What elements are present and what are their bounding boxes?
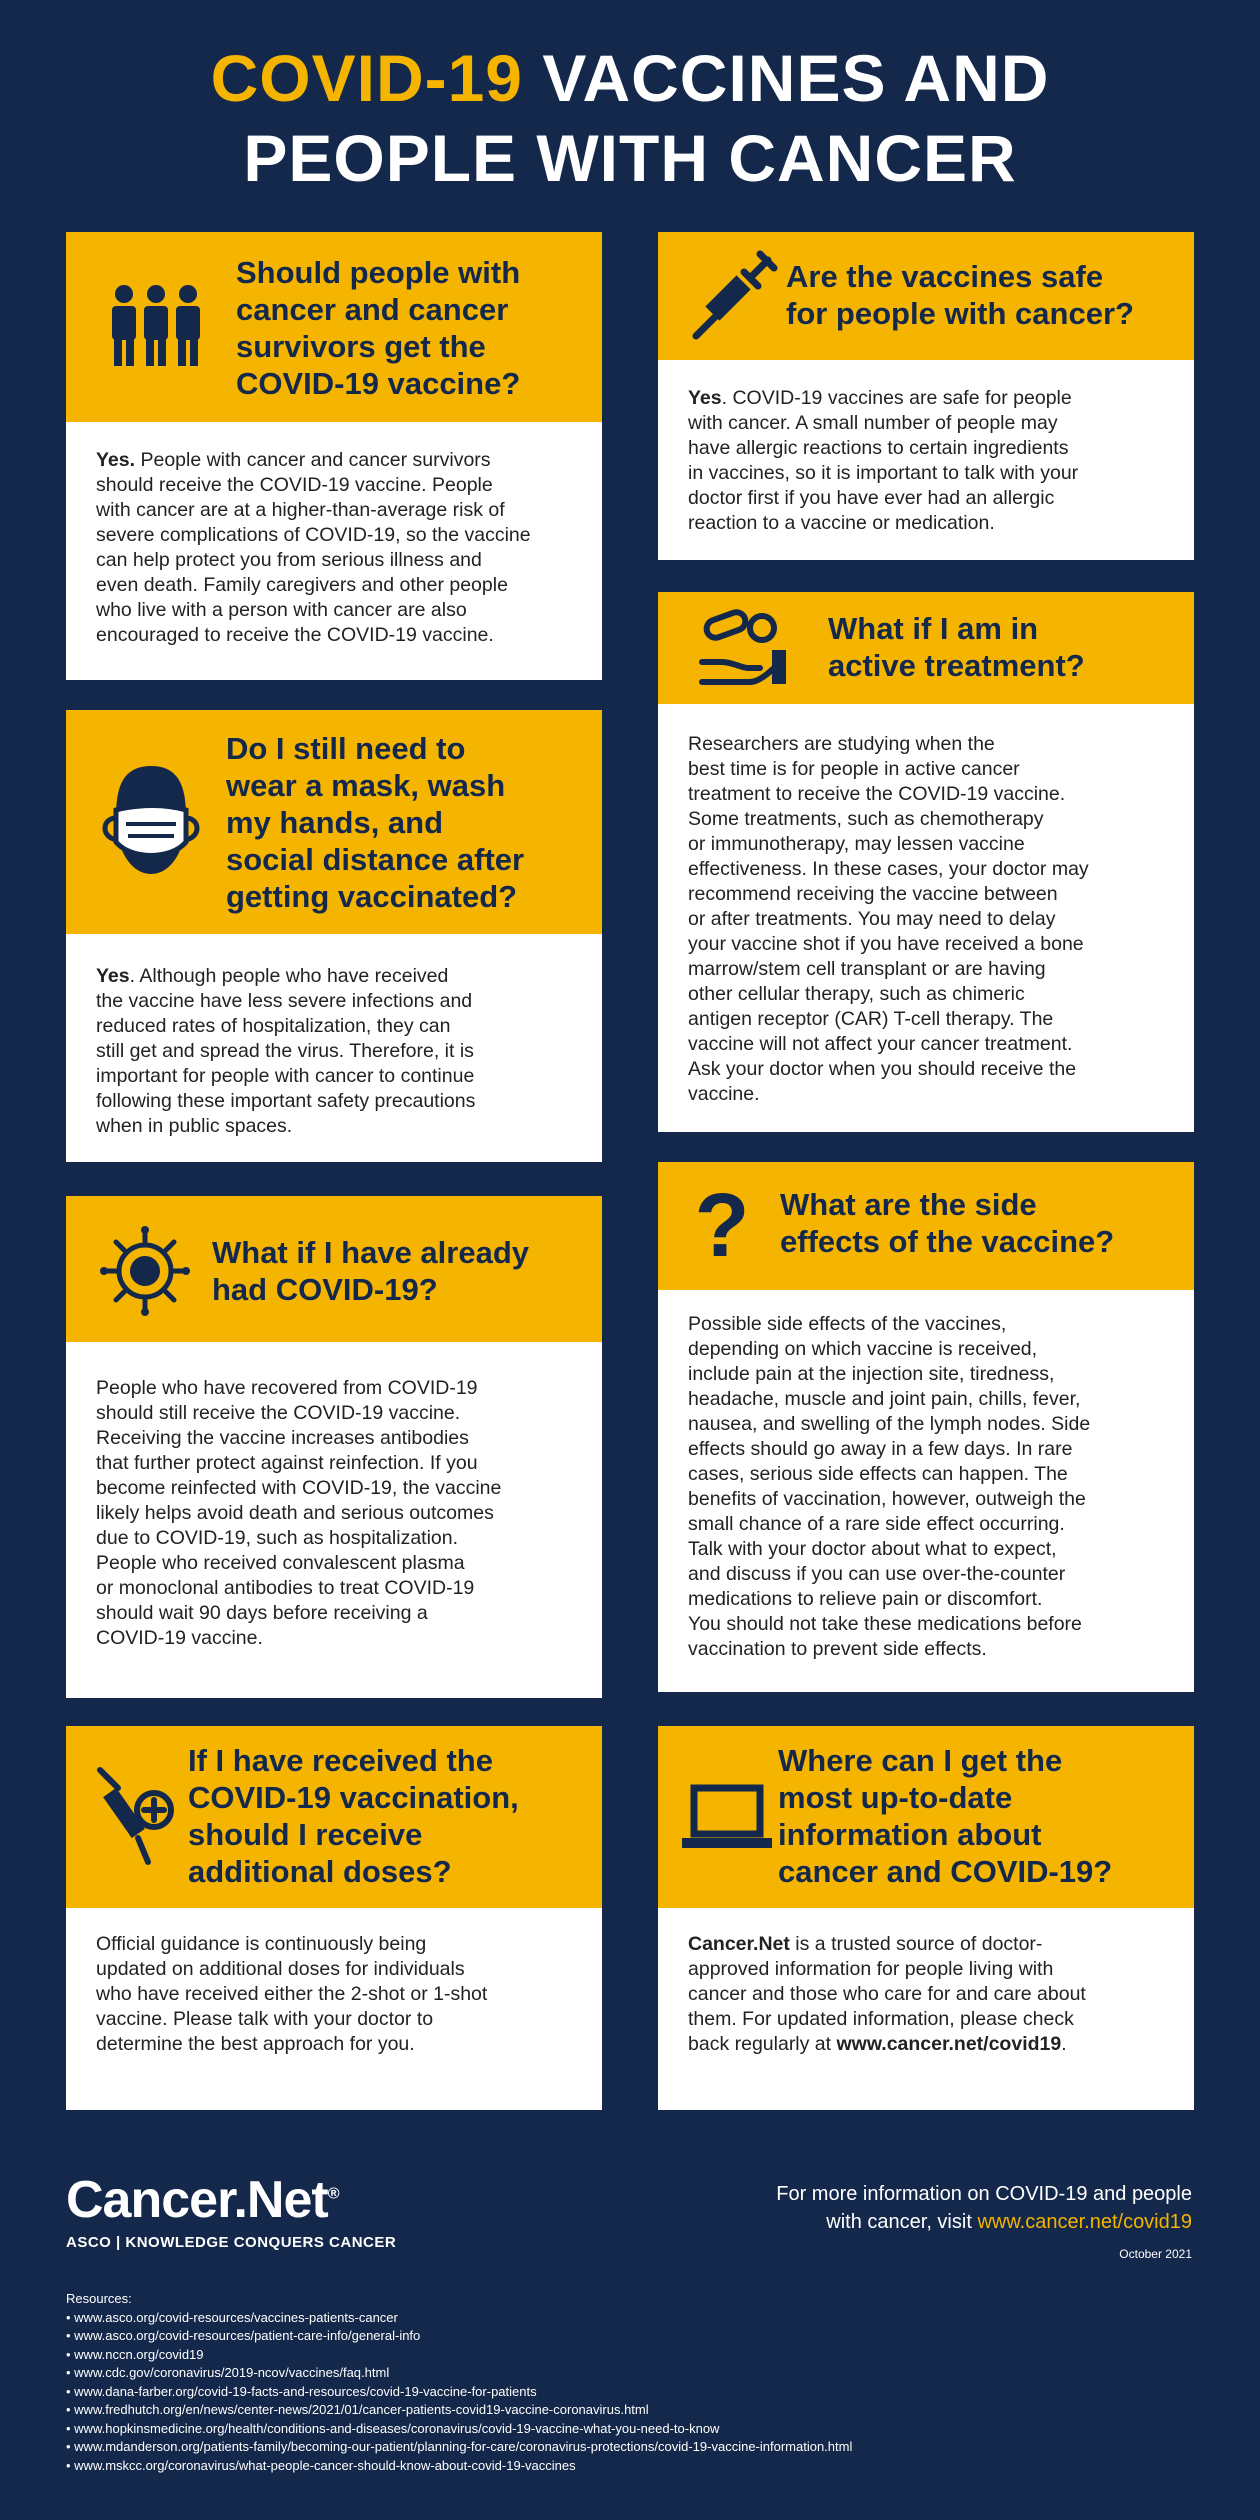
question-line: Should people with xyxy=(236,255,521,290)
answer-line: Some treatments, such as chemotherapy xyxy=(688,808,1044,830)
answer-line: important for people with cancer to continue xyxy=(96,1065,475,1087)
answer-end: . xyxy=(1061,2033,1067,2055)
question-line: effects of the vaccine? xyxy=(780,1224,1115,1259)
answer-line: cancer and those who care for and care about xyxy=(688,1983,1086,2005)
answer-line: them. For updated information, please check xyxy=(688,2008,1074,2030)
answer-line: your vaccine shot if you have received a bone xyxy=(688,933,1084,955)
answer-line: who have received either the 2-shot or 1-shot xyxy=(96,1983,488,2005)
card-side-effects xyxy=(658,1162,1194,1692)
question-line: had COVID-19? xyxy=(212,1272,438,1307)
answer-line: People who have recovered from COVID-19 xyxy=(96,1377,478,1399)
card-header xyxy=(66,710,602,934)
answer-line: who live with a person with cancer are also xyxy=(96,599,467,621)
logo-tagline: ASCO | KNOWLEDGE CONQUERS CANCER xyxy=(66,2234,397,2251)
face-mask-icon xyxy=(96,760,206,880)
question-line: Do I still need to xyxy=(226,731,466,766)
question-line: cancer and cancer xyxy=(236,292,509,327)
resource-link[interactable]: • www.asco.org/covid-resources/vaccines-patients-cancer xyxy=(66,2309,852,2328)
answer-line: Official guidance is continuously being xyxy=(96,1933,427,1955)
resources-list xyxy=(66,2290,852,2475)
more-info-line: For more information on COVID-19 and people xyxy=(776,2183,1192,2205)
more-info-link[interactable]: www.cancer.net/covid19 xyxy=(977,2211,1192,2233)
logo-registered-mark: ® xyxy=(327,2185,339,2203)
answer-line: in vaccines, so it is important to talk with your xyxy=(688,462,1079,484)
title-line2: PEOPLE WITH CANCER xyxy=(243,121,1017,195)
answer-line: when in public spaces. xyxy=(96,1115,293,1137)
question-line: information about xyxy=(778,1817,1042,1852)
answer-line: benefits of vaccination, however, outweigh the xyxy=(688,1488,1086,1510)
card-header xyxy=(66,232,602,422)
answer-line: COVID-19 vaccine. xyxy=(96,1627,263,1649)
answer-line: back regularly at xyxy=(688,2033,837,2055)
card-body xyxy=(658,704,1194,1132)
answer-line: other cellular therapy, such as chimeric xyxy=(688,983,1025,1005)
answer-line: antigen receptor (CAR) T-cell therapy. The xyxy=(688,1008,1054,1030)
question-line: If I have received the xyxy=(188,1743,493,1778)
answer-line: You should not take these medications before xyxy=(688,1613,1082,1635)
more-info-line: with cancer, visit xyxy=(826,2211,978,2233)
answer-bold: Cancer.Net xyxy=(688,1933,790,1955)
answer-line: treatment to receive the COVID-19 vaccine. xyxy=(688,783,1066,805)
answer-line: determine the best approach for you. xyxy=(96,2033,415,2055)
resources-label: Resources: xyxy=(66,2291,132,2306)
question-line: for people with cancer? xyxy=(786,296,1134,331)
resource-link[interactable]: • www.dana-farber.org/covid-19-facts-and-resources/covid-19-vaccine-for-patients xyxy=(66,2383,852,2402)
answer-line: approved information for people living with xyxy=(688,1958,1054,1980)
answer-line: should still receive the COVID-19 vaccine. xyxy=(96,1402,461,1424)
syringe-plus-icon xyxy=(96,1766,176,1866)
answer-line: following these important safety precautions xyxy=(96,1090,476,1112)
card-header xyxy=(66,1196,602,1342)
people-group-icon xyxy=(106,280,206,370)
page-title xyxy=(0,38,1260,198)
answer-line: reduced rates of hospitalization, they can xyxy=(96,1015,451,1037)
card-header xyxy=(658,1726,1194,1908)
answer-line: depending on which vaccine is received, xyxy=(688,1338,1038,1360)
more-info-text xyxy=(672,2180,1192,2236)
question-line: COVID-19 vaccination, xyxy=(188,1780,519,1815)
card-active-treatment xyxy=(658,592,1194,1132)
answer-line: People with cancer and cancer survivors xyxy=(140,449,491,471)
card-had-covid xyxy=(66,1196,602,1698)
answer-line: Ask your doctor when you should receive the xyxy=(688,1058,1077,1080)
answer-line: can help protect you from serious illness and xyxy=(96,549,482,571)
question-line: my hands, and xyxy=(226,805,444,840)
logo-name: Cancer.Net xyxy=(66,2171,328,2229)
answer-line: have allergic reactions to certain ingredients xyxy=(688,437,1069,459)
answer-line: the vaccine have less severe infections and xyxy=(96,990,473,1012)
answer-line: medications to relieve pain or discomfort. xyxy=(688,1588,1043,1610)
question-line: getting vaccinated? xyxy=(226,879,518,914)
question-line: What if I am in xyxy=(828,611,1039,646)
question-line: Are the vaccines safe xyxy=(786,259,1104,294)
title-highlight: COVID-19 xyxy=(210,41,524,115)
answer-line: vaccine will not affect your cancer treatment. xyxy=(688,1033,1073,1055)
card-header xyxy=(658,592,1194,704)
resource-link[interactable]: • www.asco.org/covid-resources/patient-care-info/general-info xyxy=(66,2327,852,2346)
answer-line: even death. Family caregivers and other people xyxy=(96,574,508,596)
card-body xyxy=(658,1908,1194,2110)
card-additional-doses xyxy=(66,1726,602,2110)
answer-bold: Yes xyxy=(96,965,130,987)
resource-link[interactable]: • www.hopkinsmedicine.org/health/conditions-and-diseases/coronavirus/covid-19-vaccine-what-you-need-to-know xyxy=(66,2420,852,2439)
answer-line: Receiving the vaccine increases antibodies xyxy=(96,1427,469,1449)
answer-line: or monoclonal antibodies to treat COVID-19 xyxy=(96,1577,475,1599)
answer-line: still get and spread the virus. Therefore, it is xyxy=(96,1040,474,1062)
card-where-info xyxy=(658,1726,1194,2110)
resource-link[interactable]: • www.nccn.org/covid19 xyxy=(66,2346,852,2365)
answer-line: with cancer. A small number of people may xyxy=(688,412,1058,434)
answer-line: small chance of a rare side effect occurring. xyxy=(688,1513,1065,1535)
question-line: Where can I get the xyxy=(778,1743,1063,1778)
card-vaccines-safe xyxy=(658,232,1194,560)
card-header xyxy=(658,1162,1194,1290)
answer-bold: Yes xyxy=(688,387,722,409)
answer-line: should receive the COVID-19 vaccine. People xyxy=(96,474,493,496)
answer-line: that further protect against reinfection. If you xyxy=(96,1452,478,1474)
question-line: What are the side xyxy=(780,1187,1037,1222)
resource-link[interactable]: • www.mdanderson.org/patients-family/becoming-our-patient/planning-for-care/coronavirus-protections/covid-19-vaccine-information.html xyxy=(66,2438,852,2457)
answer-line: and discuss if you can use over-the-counter xyxy=(688,1563,1066,1585)
card-should-get-vaccine xyxy=(66,232,602,680)
laptop-icon xyxy=(680,1782,774,1852)
answer-line: updated on additional doses for individuals xyxy=(96,1958,465,1980)
card-body xyxy=(66,422,602,680)
answer-line: effects should go away in a few days. In rare xyxy=(688,1438,1073,1460)
answer-line: Talk with your doctor about what to expect, xyxy=(688,1538,1057,1560)
card-body xyxy=(66,1342,602,1698)
answer-line: vaccine. Please talk with your doctor to xyxy=(96,2008,434,2030)
answer-line: reaction to a vaccine or medication. xyxy=(688,512,995,534)
answer-line: cases, serious side effects can happen. The xyxy=(688,1463,1068,1485)
answer-line: or immunotherapy, may lessen vaccine xyxy=(688,833,1025,855)
answer-line: Researchers are studying when the xyxy=(688,733,995,755)
answer-line: vaccine. xyxy=(688,1083,760,1105)
answer-line: or after treatments. You may need to delay xyxy=(688,908,1056,930)
answer-line: is a trusted source of doctor- xyxy=(789,1933,1043,1955)
card-body xyxy=(658,1290,1194,1692)
answer-line: Possible side effects of the vaccines, xyxy=(688,1313,1007,1335)
answer-line: . COVID-19 vaccines are safe for people xyxy=(721,387,1072,409)
answer-line: headache, muscle and joint pain, chills, fever, xyxy=(688,1388,1081,1410)
question-line: wear a mask, wash xyxy=(226,768,506,803)
question-line: active treatment? xyxy=(828,648,1085,683)
answer-line: become reinfected with COVID-19, the vaccine xyxy=(96,1477,502,1499)
question-line: cancer and COVID-19? xyxy=(778,1854,1113,1889)
resource-link[interactable]: • www.fredhutch.org/en/news/center-news/2021/01/cancer-patients-covid19-vaccine-coronavirus.html xyxy=(66,2401,852,2420)
answer-line: best time is for people in active cancer xyxy=(688,758,1020,780)
publication-date: October 2021 xyxy=(1119,2247,1192,2261)
question-line: social distance after xyxy=(226,842,525,877)
answer-line: likely helps avoid death and serious outcomes xyxy=(96,1502,494,1524)
card-header xyxy=(66,1726,602,1908)
card-body xyxy=(66,934,602,1162)
answer-line: effectiveness. In these cases, your doctor may xyxy=(688,858,1089,880)
card-body xyxy=(658,360,1194,560)
question-line: should I receive xyxy=(188,1817,423,1852)
pill-hand-icon xyxy=(698,606,788,692)
syringe-icon xyxy=(688,250,778,342)
answer-line: due to COVID-19, such as hospitalization. xyxy=(96,1527,459,1549)
answer-line: include pain at the injection site, tiredness, xyxy=(688,1363,1055,1385)
title-line1: VACCINES AND xyxy=(542,41,1050,115)
answer-bold: Yes. xyxy=(96,449,136,471)
answer-line: with cancer are at a higher-than-average risk of xyxy=(96,499,505,521)
question-mark-icon: ? xyxy=(694,1176,750,1276)
question-line: most up-to-date xyxy=(778,1780,1013,1815)
answer-line: doctor first if you have ever had an allergic xyxy=(688,487,1055,509)
question-line: additional doses? xyxy=(188,1854,452,1889)
answer-line: . Although people who have received xyxy=(129,965,449,987)
answer-line: should wait 90 days before receiving a xyxy=(96,1602,428,1624)
question-line: What if I have already xyxy=(212,1235,529,1270)
question-line: COVID-19 vaccine? xyxy=(236,366,521,401)
answer-line: encouraged to receive the COVID-19 vaccine. xyxy=(96,624,494,646)
answer-line: severe complications of COVID-19, so the vaccine xyxy=(96,524,531,546)
answer-line: People who received convalescent plasma xyxy=(96,1552,465,1574)
resource-link[interactable]: • www.mskcc.org/coronavirus/what-people-cancer-should-know-about-covid-19-vaccines xyxy=(66,2457,852,2476)
cancer-net-logo[interactable] xyxy=(66,2170,396,2251)
info-link[interactable]: www.cancer.net/covid19 xyxy=(836,2033,1062,2055)
answer-line: marrow/stem cell transplant or are having xyxy=(688,958,1046,980)
answer-line: recommend receiving the vaccine between xyxy=(688,883,1058,905)
virus-icon xyxy=(100,1226,190,1316)
card-mask-precautions xyxy=(66,710,602,1162)
answer-line: nausea, and swelling of the lymph nodes. Side xyxy=(688,1413,1091,1435)
answer-line: vaccination to prevent side effects. xyxy=(688,1638,987,1660)
question-line: survivors get the xyxy=(236,329,486,364)
card-header xyxy=(658,232,1194,360)
card-body xyxy=(66,1908,602,2110)
resource-link[interactable]: • www.cdc.gov/coronavirus/2019-ncov/vaccines/faq.html xyxy=(66,2364,852,2383)
